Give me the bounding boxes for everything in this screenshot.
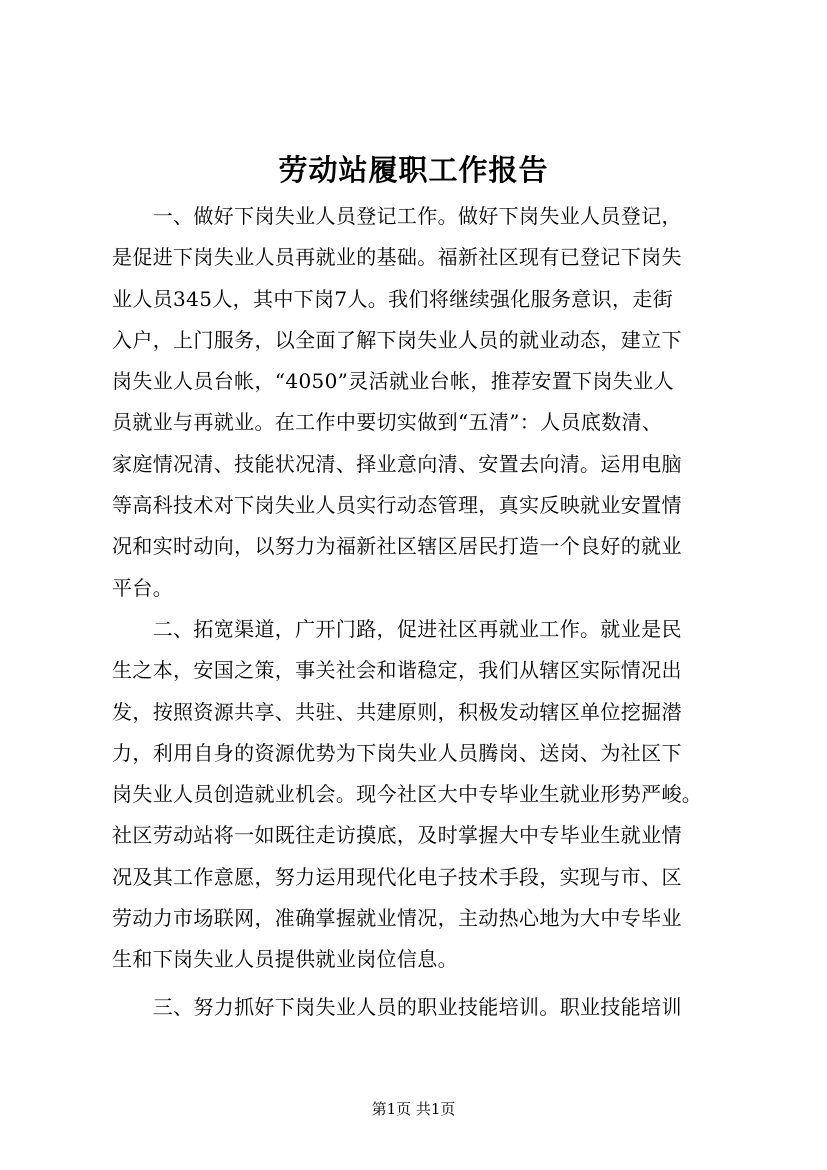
body-line: 员就业与再就业。在工作中要切实做到“五清”：人员底数清、 [112, 410, 663, 435]
body-line: 生之本，安国之策，事关社会和谐稳定，我们从辖区实际情况出 [112, 658, 682, 683]
body-line: 三、努力抓好下岗失业人员的职业技能培训。职业技能培训 [112, 994, 682, 1019]
body-line: 业人员345人，其中下岗7人。我们将继续强化服务意识，走街 [112, 286, 674, 311]
body-line: 社区劳动站将一如既往走访摸底，及时掌握大中专毕业生就业情 [112, 823, 682, 848]
body-line: 一、做好下岗失业人员登记工作。做好下岗失业人员登记， [112, 204, 682, 228]
body-line: 况及其工作意愿，努力运用现代化电子技术手段，实现与市、区 [112, 864, 682, 889]
body-line: 岗失业人员创造就业机会。现今社区大中专毕业生就业形势严峻。 [112, 782, 703, 807]
body-line: 发，按照资源共享、共驻、共建原则，积极发动辖区单位挖掘潜 [112, 699, 682, 724]
document-body [112, 196, 716, 1028]
body-line: 平台。 [112, 575, 174, 600]
body-line: 二、拓宽渠道，广开门路，促进社区再就业工作。就业是民 [112, 616, 682, 641]
page-footer: 第1页 共1页 [371, 1100, 456, 1118]
body-line: 家庭情况清、技能状况清、择业意向清、安置去向清。运用电脑 [112, 451, 682, 476]
body-line: 入户，上门服务，以全面了解下岗失业人员的就业动态，建立下 [112, 327, 682, 352]
body-line: 况和实时动向，以努力为福新社区辖区居民打造一个良好的就业 [112, 534, 682, 559]
body-line: 生和下岗失业人员提供就业岗位信息。 [112, 947, 458, 972]
body-line: 等高科技术对下岗失业人员实行动态管理，真实反映就业安置情 [112, 493, 682, 518]
body-line: 岗失业人员台帐，“4050”灵活就业台帐，推荐安置下岗失业人 [112, 369, 674, 394]
body-line: 是促进下岗失业人员再就业的基础。福新社区现有已登记下岗失 [112, 245, 682, 270]
document-title: 劳动站履职工作报告 [278, 153, 549, 187]
body-line: 力，利用自身的资源优势为下岗失业人员腾岗、送岗、为社区下 [112, 740, 682, 765]
body-line: 劳动力市场联网，准确掌握就业情况，主动热心地为大中专毕业 [112, 906, 682, 931]
